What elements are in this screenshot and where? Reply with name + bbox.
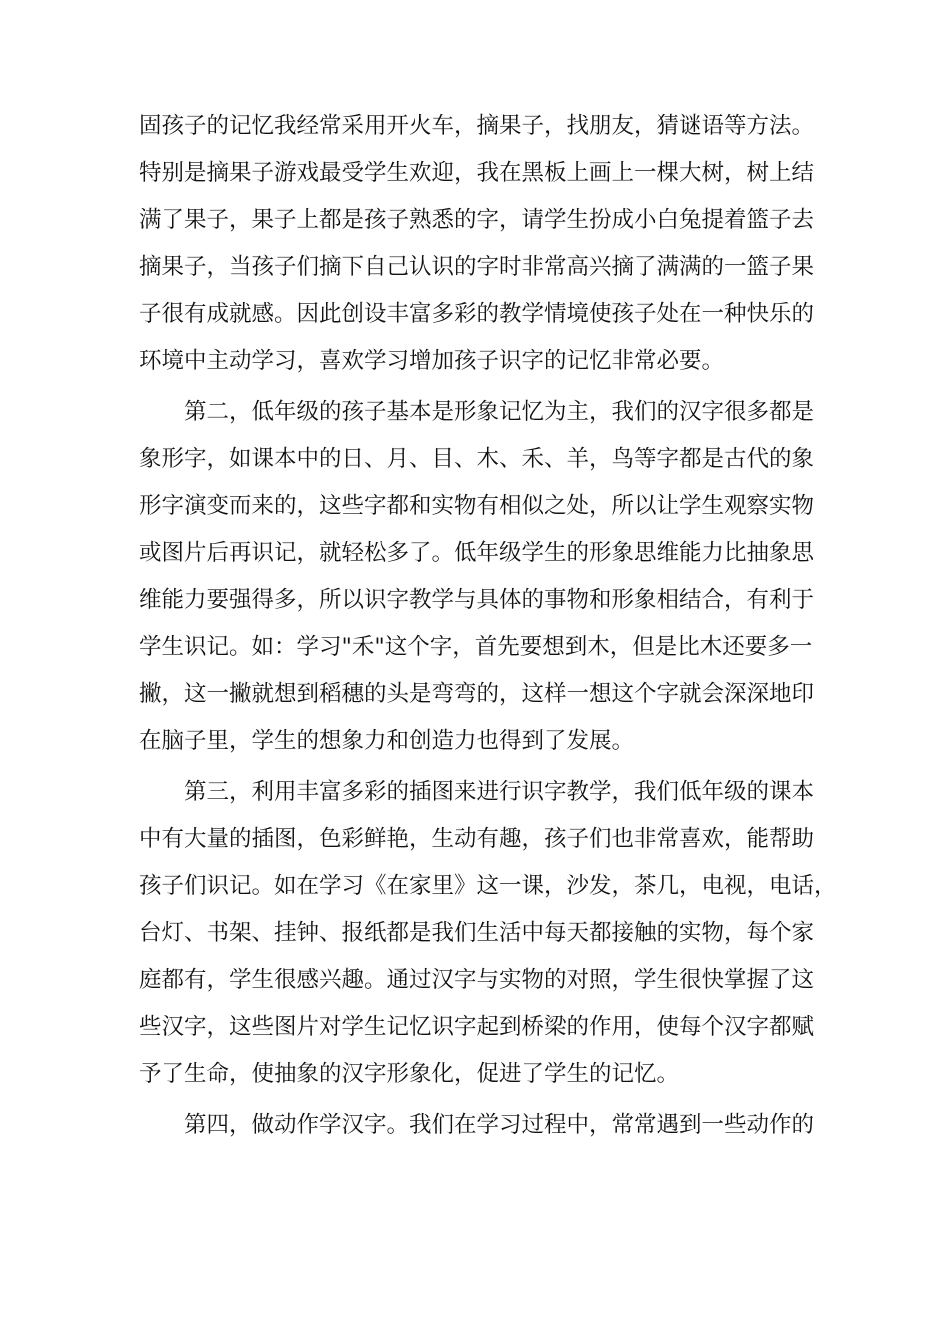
text-line: 第二，低年级的孩子基本是形象记忆为主，我们的汉字很多都是 (184, 399, 815, 425)
text-line: 台灯、书架、挂钟、报纸都是我们生活中每天都接触的实物，每个家 (139, 920, 815, 946)
text-line: 孩子们识记。如在学习《在家里》这一课，沙发，茶几，电视，电话， (139, 873, 837, 899)
text-line: 维能力要强得多，所以识字教学与具体的事物和形象相结合，有利于 (139, 587, 815, 613)
text-line: 摘果子，当孩子们摘下自己认识的字时非常高兴摘了满满的一篮子果 (139, 254, 815, 280)
text-line: 予了生命，使抽象的汉字形象化，促进了学生的记忆。 (139, 1061, 680, 1087)
text-line: 庭都有，学生很感兴趣。通过汉字与实物的对照，学生很快掌握了这 (139, 967, 815, 993)
text-line: 第四，做动作学汉字。我们在学习过程中，常常遇到一些动作的 (184, 1112, 815, 1138)
text-line: 子很有成就感。因此创设丰富多彩的教学情境使孩子处在一种快乐的 (139, 301, 815, 327)
paragraph-3 (139, 769, 837, 1098)
text-line: 中有大量的插图，色彩鲜艳，生动有趣，孩子们也非常喜欢，能帮助 (139, 826, 815, 852)
text-line: 环境中主动学习，喜欢学习增加孩子识字的记忆非常必要。 (139, 348, 725, 374)
paragraph-2 (139, 389, 815, 765)
text-line: 满了果子，果子上都是孩子熟悉的字，请学生扮成小白兔提着篮子去 (139, 207, 815, 233)
text-line: 些汉字，这些图片对学生记忆识字起到桥梁的作用，使每个汉字都赋 (139, 1014, 815, 1040)
text-line: 象形字，如课本中的日、月、目、木、禾、羊，鸟等字都是古代的象 (139, 446, 815, 472)
text-line: 形字演变而来的，这些字都和实物有相似之处，所以让学生观察实物 (139, 493, 815, 519)
text-line: 第三，利用丰富多彩的插图来进行识字教学，我们低年级的课本 (184, 779, 815, 805)
text-line: 学生识记。如：学习"禾"这个字，首先要想到木，但是比木还要多一 (139, 634, 813, 660)
text-line: 特别是摘果子游戏最受学生欢迎，我在黑板上画上一棵大树，树上结 (139, 160, 815, 186)
paragraph-1 (139, 103, 815, 385)
text-line: 或图片后再识记，就轻松多了。低年级学生的形象思维能力比抽象思 (139, 540, 815, 566)
paragraph-4 (139, 1102, 815, 1149)
document-page (139, 103, 837, 1149)
text-line: 固孩子的记忆我经常采用开火车，摘果子，找朋友，猜谜语等方法。 (139, 113, 815, 139)
text-line: 在脑子里，学生的想象力和创造力也得到了发展。 (139, 728, 635, 754)
text-line: 撇，这一撇就想到稻穗的头是弯弯的，这样一想这个字就会深深地印 (139, 681, 815, 707)
